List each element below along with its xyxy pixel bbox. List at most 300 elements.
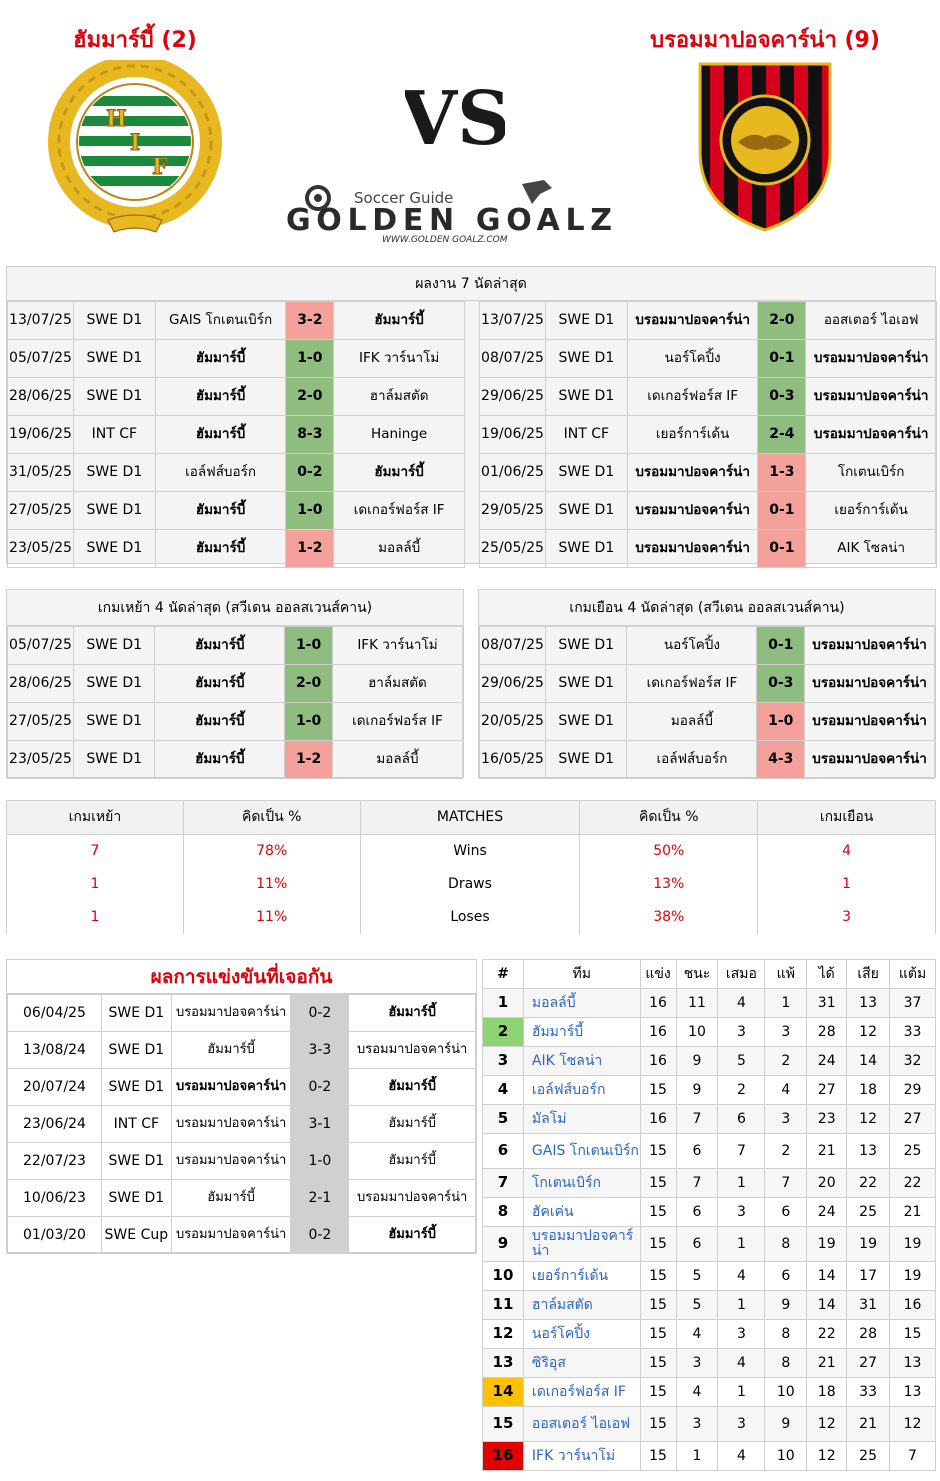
h2h-home-team: ฮัมมาร์บี้: [171, 1180, 291, 1217]
standings-position: 3: [483, 1047, 524, 1076]
standings-pts: 21: [890, 1198, 936, 1227]
summary-away-count: 1: [758, 868, 936, 901]
standings-d: 4: [718, 1349, 765, 1378]
summary-label: Draws: [360, 868, 580, 901]
h2h-row: [8, 1106, 476, 1143]
standings-ga: 12: [847, 1105, 890, 1134]
match-home-team: นอร์โคปิ้ง: [627, 627, 757, 665]
match-date: 27/05/25: [8, 703, 74, 741]
h2h-date: 13/08/24: [8, 1032, 102, 1069]
standings-position: 8: [483, 1198, 524, 1227]
standings-ga: 31: [847, 1291, 890, 1320]
standings-gf: 14: [807, 1291, 847, 1320]
match-away-team: เยอร์การ์เด้น: [806, 492, 937, 530]
standings-p: 15: [640, 1262, 676, 1291]
match-away-team: IFK วาร์นาโม่: [334, 340, 465, 378]
summary-row: [7, 835, 936, 868]
standings-pts: 13: [890, 1378, 936, 1407]
standings-gf: 24: [807, 1198, 847, 1227]
match-home-team: ฮัมมาร์บี้: [155, 492, 286, 530]
standings-w: 6: [676, 1227, 718, 1262]
h2h-row: [8, 1180, 476, 1217]
standings-ga: 14: [847, 1047, 890, 1076]
standings-header: เสีย: [847, 960, 890, 989]
match-date: 13/07/25: [480, 302, 546, 340]
standings-l: 2: [765, 1047, 807, 1076]
match-home-team: บรอมมาปอจคาร์น่า: [627, 530, 758, 568]
h2h-date: 23/06/24: [8, 1106, 102, 1143]
summary-away-percent: 13%: [580, 868, 758, 901]
match-competition: SWE D1: [73, 302, 155, 340]
standings-team-link[interactable]: บรอมมาปอจคาร์น่า: [523, 1227, 640, 1262]
standings-w: 3: [676, 1349, 718, 1378]
standings-team-link[interactable]: มอลล์บี้: [523, 989, 640, 1018]
summary-away-count: 3: [758, 901, 936, 934]
summary-home-count: 1: [7, 868, 184, 901]
away-team-logo: [696, 60, 834, 234]
standings-position: 16: [483, 1442, 524, 1471]
standings-position: 2: [483, 1018, 524, 1047]
standings-position: 7: [483, 1169, 524, 1198]
standings-row: [483, 1018, 936, 1047]
match-away-team: บรอมมาปอจคาร์น่า: [805, 741, 935, 779]
standings-d: 3: [718, 1320, 765, 1349]
match-row: [480, 741, 935, 779]
standings-position: 15: [483, 1407, 524, 1442]
summary-away-percent: 38%: [580, 901, 758, 934]
h2h-home-team: บรอมมาปอจคาร์น่า: [171, 995, 291, 1032]
match-competition: SWE D1: [545, 454, 627, 492]
h2h-home-team: บรอมมาปอจคาร์น่า: [171, 1217, 291, 1254]
match-away-team: ออสเตอร์ ไอเอฟ: [806, 302, 937, 340]
match-date: 19/06/25: [480, 416, 546, 454]
match-score: 1-0: [757, 703, 805, 741]
standings-pts: 19: [890, 1227, 936, 1262]
match-home-team: ฮัมมาร์บี้: [155, 530, 286, 568]
standings-d: 1: [718, 1169, 765, 1198]
standings-header: ชนะ: [676, 960, 718, 989]
h2h-score: 1-0: [291, 1143, 349, 1180]
match-competition: SWE D1: [545, 741, 626, 779]
match-away-team: ฮัมมาร์บี้: [334, 302, 465, 340]
last7-away-table: [479, 301, 937, 568]
match-home-team: ฮัมมาร์บี้: [155, 416, 286, 454]
match-away-team: โกเตนเบิร์ก: [806, 454, 937, 492]
summary-row: [7, 868, 936, 901]
standings-d: 1: [718, 1291, 765, 1320]
standings-gf: 21: [807, 1134, 847, 1169]
last7-title: ผลงาน 7 นัดล่าสุด: [7, 267, 935, 301]
standings-w: 4: [676, 1378, 718, 1407]
match-competition: SWE D1: [73, 741, 154, 779]
summary-header: คิดเป็น %: [183, 801, 360, 835]
match-row: [8, 627, 463, 665]
standings-team-link[interactable]: ฮาล์มสตัด: [523, 1291, 640, 1320]
standings-d: 3: [718, 1018, 765, 1047]
match-date: 25/05/25: [480, 530, 546, 568]
standings-pts: 12: [890, 1407, 936, 1442]
match-home-team: เดเกอร์ฟอร์ส IF: [627, 378, 758, 416]
standings-row: [483, 1076, 936, 1105]
match-competition: SWE D1: [545, 703, 626, 741]
match-row: [8, 741, 463, 779]
golden-goalz-logo: [282, 176, 618, 246]
standings-row: [483, 1047, 936, 1076]
standings-header: ทีม: [523, 960, 640, 989]
summary-away-percent: 50%: [580, 835, 758, 868]
standings-row: [483, 1442, 936, 1471]
match-competition: SWE D1: [545, 378, 627, 416]
last4-away-title: เกมเยือน 4 นัดล่าสุด (สวีเดน ออลสเวนส์คาน): [479, 590, 935, 626]
h2h-score: 0-2: [291, 1069, 349, 1106]
away-team-name: บรอมมาปอจคาร์น่า (9): [650, 28, 880, 53]
standings-team-link[interactable]: AIK โซลน่า: [523, 1047, 640, 1076]
standings-row: [483, 1320, 936, 1349]
match-competition: SWE D1: [545, 492, 627, 530]
standings-d: 4: [718, 989, 765, 1018]
standings-header: แข่ง: [640, 960, 676, 989]
standings-l: 3: [765, 1105, 807, 1134]
match-score: 0-1: [757, 627, 805, 665]
match-date: 08/07/25: [480, 627, 546, 665]
summary-label: Loses: [360, 901, 580, 934]
match-row: [480, 340, 937, 378]
h2h-score: 3-1: [291, 1106, 349, 1143]
standings-team-link[interactable]: ฮัคเค่น: [523, 1198, 640, 1227]
match-row: [480, 378, 937, 416]
h2h-date: 10/06/23: [8, 1180, 102, 1217]
h2h-row: [8, 1217, 476, 1254]
standings-p: 15: [640, 1227, 676, 1262]
standings-l: 10: [765, 1378, 807, 1407]
standings-row: [483, 1134, 936, 1169]
match-row: [480, 703, 935, 741]
standings-pts: 32: [890, 1047, 936, 1076]
match-competition: INT CF: [545, 416, 627, 454]
standings-p: 15: [640, 1442, 676, 1471]
standings-w: 4: [676, 1320, 718, 1349]
standings-ga: 22: [847, 1169, 890, 1198]
standings-position: 6: [483, 1134, 524, 1169]
standings-p: 15: [640, 1291, 676, 1320]
summary-header: เกมเยือน: [758, 801, 936, 835]
standings-ga: 33: [847, 1378, 890, 1407]
match-date: 13/07/25: [8, 302, 74, 340]
standings-gf: 20: [807, 1169, 847, 1198]
standings-l: 8: [765, 1349, 807, 1378]
match-home-team: บรอมมาปอจคาร์น่า: [627, 454, 758, 492]
standings-l: 8: [765, 1320, 807, 1349]
match-row: [8, 454, 465, 492]
match-score: 1-0: [286, 340, 334, 378]
match-score: 0-1: [758, 492, 806, 530]
standings-team-link[interactable]: มัลโม่: [523, 1105, 640, 1134]
last7-home-table: [7, 301, 465, 568]
standings-team-link[interactable]: GAIS โกเตนเบิร์ก: [523, 1134, 640, 1169]
standings-team-link[interactable]: เยอร์การ์เด้น: [523, 1262, 640, 1291]
h2h-home-team: ฮัมมาร์บี้: [171, 1032, 291, 1069]
match-away-team: บรอมมาปอจคาร์น่า: [806, 378, 937, 416]
match-date: 29/06/25: [480, 378, 546, 416]
standings-pts: 13: [890, 1349, 936, 1378]
match-competition: SWE D1: [73, 492, 155, 530]
standings-w: 1: [676, 1442, 718, 1471]
h2h-date: 22/07/23: [8, 1143, 102, 1180]
h2h-home-team: บรอมมาปอจคาร์น่า: [171, 1143, 291, 1180]
h2h-competition: SWE D1: [101, 1143, 171, 1180]
standings-row: [483, 1291, 936, 1320]
match-date: 29/05/25: [480, 492, 546, 530]
h2h-away-team: ฮัมมาร์บี้: [349, 1217, 476, 1254]
standings-p: 15: [640, 1320, 676, 1349]
match-competition: SWE D1: [73, 378, 155, 416]
h2h-competition: INT CF: [101, 1106, 171, 1143]
standings-position: 9: [483, 1227, 524, 1262]
last4-away-table: [479, 626, 935, 779]
summary-table: [6, 800, 936, 934]
match-score: 0-1: [758, 340, 806, 378]
match-home-team: มอลล์บี้: [627, 703, 757, 741]
match-score: 2-0: [285, 665, 333, 703]
match-date: 28/06/25: [8, 378, 74, 416]
standings-gf: 12: [807, 1407, 847, 1442]
summary-away-count: 4: [758, 835, 936, 868]
standings-pts: 29: [890, 1076, 936, 1105]
standings-gf: 22: [807, 1320, 847, 1349]
match-score: 0-2: [286, 454, 334, 492]
match-score: 2-4: [758, 416, 806, 454]
standings-l: 1: [765, 989, 807, 1018]
match-date: 27/05/25: [8, 492, 74, 530]
match-score: 1-3: [758, 454, 806, 492]
standings-team-link[interactable]: เอล์ฟส์บอร์ก: [523, 1076, 640, 1105]
summary-label: Wins: [360, 835, 580, 868]
home-team-name: ฮัมมาร์บี้ (2): [73, 28, 197, 53]
standings-l: 6: [765, 1198, 807, 1227]
match-row: [8, 416, 465, 454]
standings-w: 9: [676, 1076, 718, 1105]
standings-l: 8: [765, 1227, 807, 1262]
standings-position: 5: [483, 1105, 524, 1134]
standings-p: 16: [640, 1047, 676, 1076]
match-row: [480, 627, 935, 665]
match-score: 1-0: [286, 492, 334, 530]
match-competition: SWE D1: [73, 454, 155, 492]
standings-row: [483, 1407, 936, 1442]
standings-d: 7: [718, 1134, 765, 1169]
standings-d: 1: [718, 1378, 765, 1407]
match-score: 0-1: [758, 530, 806, 568]
match-competition: SWE D1: [73, 340, 155, 378]
standings-l: 7: [765, 1169, 807, 1198]
match-home-team: ฮัมมาร์บี้: [155, 741, 285, 779]
vs-mark: [405, 78, 505, 158]
h2h-away-team: บรอมมาปอจคาร์น่า: [349, 1032, 476, 1069]
match-away-team: มอลล์บี้: [332, 741, 462, 779]
svg-text:GOLDEN GOALZ: GOLDEN GOALZ: [286, 203, 612, 238]
summary-home-count: 1: [7, 901, 184, 934]
match-score: 1-2: [285, 741, 333, 779]
h2h-away-team: บรอมมาปอจคาร์น่า: [349, 1180, 476, 1217]
standings-gf: 24: [807, 1047, 847, 1076]
match-row: [8, 340, 465, 378]
match-row: [480, 454, 937, 492]
standings-w: 5: [676, 1262, 718, 1291]
standings-p: 15: [640, 1407, 676, 1442]
match-home-team: บรอมมาปอจคาร์น่า: [627, 302, 758, 340]
standings-w: 7: [676, 1169, 718, 1198]
h2h-row: [8, 1143, 476, 1180]
standings-l: 10: [765, 1442, 807, 1471]
match-date: 05/07/25: [8, 627, 74, 665]
standings-w: 11: [676, 989, 718, 1018]
standings-d: 4: [718, 1442, 765, 1471]
standings-position: 13: [483, 1349, 524, 1378]
standings-w: 5: [676, 1291, 718, 1320]
h2h-table: [7, 994, 476, 1254]
summary-home-count: 7: [7, 835, 184, 868]
match-row: [480, 302, 937, 340]
summary-row: [7, 901, 936, 934]
match-score: 2-0: [286, 378, 334, 416]
standings-team-link[interactable]: เดเกอร์ฟอร์ส IF: [523, 1378, 640, 1407]
standings-pts: 25: [890, 1134, 936, 1169]
match-home-team: ฮัมมาร์บี้: [155, 340, 286, 378]
standings-gf: 27: [807, 1076, 847, 1105]
standings-ga: 13: [847, 1134, 890, 1169]
standings-p: 15: [640, 1134, 676, 1169]
standings-l: 6: [765, 1262, 807, 1291]
standings-row: [483, 1105, 936, 1134]
standings-gf: 12: [807, 1442, 847, 1471]
standings-l: 4: [765, 1076, 807, 1105]
last4-home-title: เกมเหย้า 4 นัดล่าสุด (สวีเดน ออลสเวนส์คาน): [7, 590, 463, 626]
match-row: [8, 665, 463, 703]
h2h-score: 0-2: [291, 1217, 349, 1254]
standings-pts: 19: [890, 1262, 936, 1291]
svg-text:VS: VS: [405, 78, 505, 158]
standings-w: 6: [676, 1134, 718, 1169]
standings-d: 3: [718, 1198, 765, 1227]
standings-ga: 17: [847, 1262, 890, 1291]
summary-home-percent: 11%: [183, 868, 360, 901]
standings-d: 3: [718, 1407, 765, 1442]
h2h-row: [8, 1032, 476, 1069]
h2h-competition: SWE D1: [101, 995, 171, 1032]
standings-ga: 25: [847, 1442, 890, 1471]
standings-gf: 21: [807, 1349, 847, 1378]
match-row: [8, 530, 465, 568]
standings-team-link[interactable]: ซิริอุส: [523, 1349, 640, 1378]
standings-ga: 25: [847, 1198, 890, 1227]
match-home-team: บรอมมาปอจคาร์น่า: [627, 492, 758, 530]
standings-p: 16: [640, 1105, 676, 1134]
standings-p: 15: [640, 1349, 676, 1378]
match-score: 3-2: [286, 302, 334, 340]
standings-gf: 14: [807, 1262, 847, 1291]
match-away-team: IFK วาร์นาโม่: [332, 627, 462, 665]
match-row: [8, 703, 463, 741]
standings-team-link[interactable]: โกเตนเบิร์ก: [523, 1169, 640, 1198]
match-score: 8-3: [286, 416, 334, 454]
match-date: 19/06/25: [8, 416, 74, 454]
match-row: [8, 302, 465, 340]
match-date: 31/05/25: [8, 454, 74, 492]
standings-header: แพ้: [765, 960, 807, 989]
standings-gf: 19: [807, 1227, 847, 1262]
match-away-team: เดเกอร์ฟอร์ส IF: [334, 492, 465, 530]
standings-w: 7: [676, 1105, 718, 1134]
standings-pts: 22: [890, 1169, 936, 1198]
standings-header: แต้ม: [890, 960, 936, 989]
standings-team-link[interactable]: IFK วาร์นาโม่: [523, 1442, 640, 1471]
standings-p: 15: [640, 1198, 676, 1227]
match-score: 1-2: [286, 530, 334, 568]
standings-row: [483, 1198, 936, 1227]
standings-ga: 19: [847, 1227, 890, 1262]
standings-pts: 15: [890, 1320, 936, 1349]
match-home-team: เอล์ฟส์บอร์ก: [627, 741, 757, 779]
match-date: 28/06/25: [8, 665, 74, 703]
match-home-team: ฮัมมาร์บี้: [155, 627, 285, 665]
standings-team-link[interactable]: ออสเตอร์ ไอเอฟ: [523, 1407, 640, 1442]
match-row: [8, 492, 465, 530]
logo-letter-f: F: [152, 154, 168, 180]
match-row: [480, 416, 937, 454]
h2h-home-team: บรอมมาปอจคาร์น่า: [171, 1106, 291, 1143]
standings-p: 16: [640, 989, 676, 1018]
h2h-away-team: ฮัมมาร์บี้: [349, 1069, 476, 1106]
match-row: [480, 665, 935, 703]
standings-d: 1: [718, 1227, 765, 1262]
h2h-home-team: บรอมมาปอจคาร์น่า: [171, 1069, 291, 1106]
standings-d: 6: [718, 1105, 765, 1134]
standings-l: 3: [765, 1018, 807, 1047]
last4-away-panel: [478, 589, 936, 778]
standings-position: 1: [483, 989, 524, 1018]
h2h-score: 0-2: [291, 995, 349, 1032]
match-date: 23/05/25: [8, 741, 74, 779]
match-row: [480, 530, 937, 568]
match-away-team: บรอมมาปอจคาร์น่า: [805, 703, 935, 741]
match-competition: INT CF: [73, 416, 155, 454]
match-score: 4-3: [757, 741, 805, 779]
match-home-team: นอร์โคปิ้ง: [627, 340, 758, 378]
match-row: [8, 378, 465, 416]
h2h-row: [8, 1069, 476, 1106]
standings-position: 12: [483, 1320, 524, 1349]
h2h-date: 01/03/20: [8, 1217, 102, 1254]
logo-letter-h: H: [106, 106, 127, 132]
h2h-date: 06/04/25: [8, 995, 102, 1032]
h2h-competition: SWE D1: [101, 1032, 171, 1069]
standings-l: 9: [765, 1407, 807, 1442]
h2h-competition: SWE D1: [101, 1180, 171, 1217]
match-away-team: ฮาล์มสตัด: [334, 378, 465, 416]
standings-pts: 27: [890, 1105, 936, 1134]
standings-w: 6: [676, 1198, 718, 1227]
summary-header: คิดเป็น %: [580, 801, 758, 835]
standings-team-link[interactable]: ฮัมมาร์บี้: [523, 1018, 640, 1047]
standings-gf: 18: [807, 1378, 847, 1407]
home-team-logo: [48, 60, 222, 236]
match-away-team: Haninge: [334, 416, 465, 454]
standings-w: 10: [676, 1018, 718, 1047]
match-competition: SWE D1: [545, 302, 627, 340]
standings-pts: 37: [890, 989, 936, 1018]
standings-p: 16: [640, 1018, 676, 1047]
standings-team-link[interactable]: นอร์โคปิ้ง: [523, 1320, 640, 1349]
